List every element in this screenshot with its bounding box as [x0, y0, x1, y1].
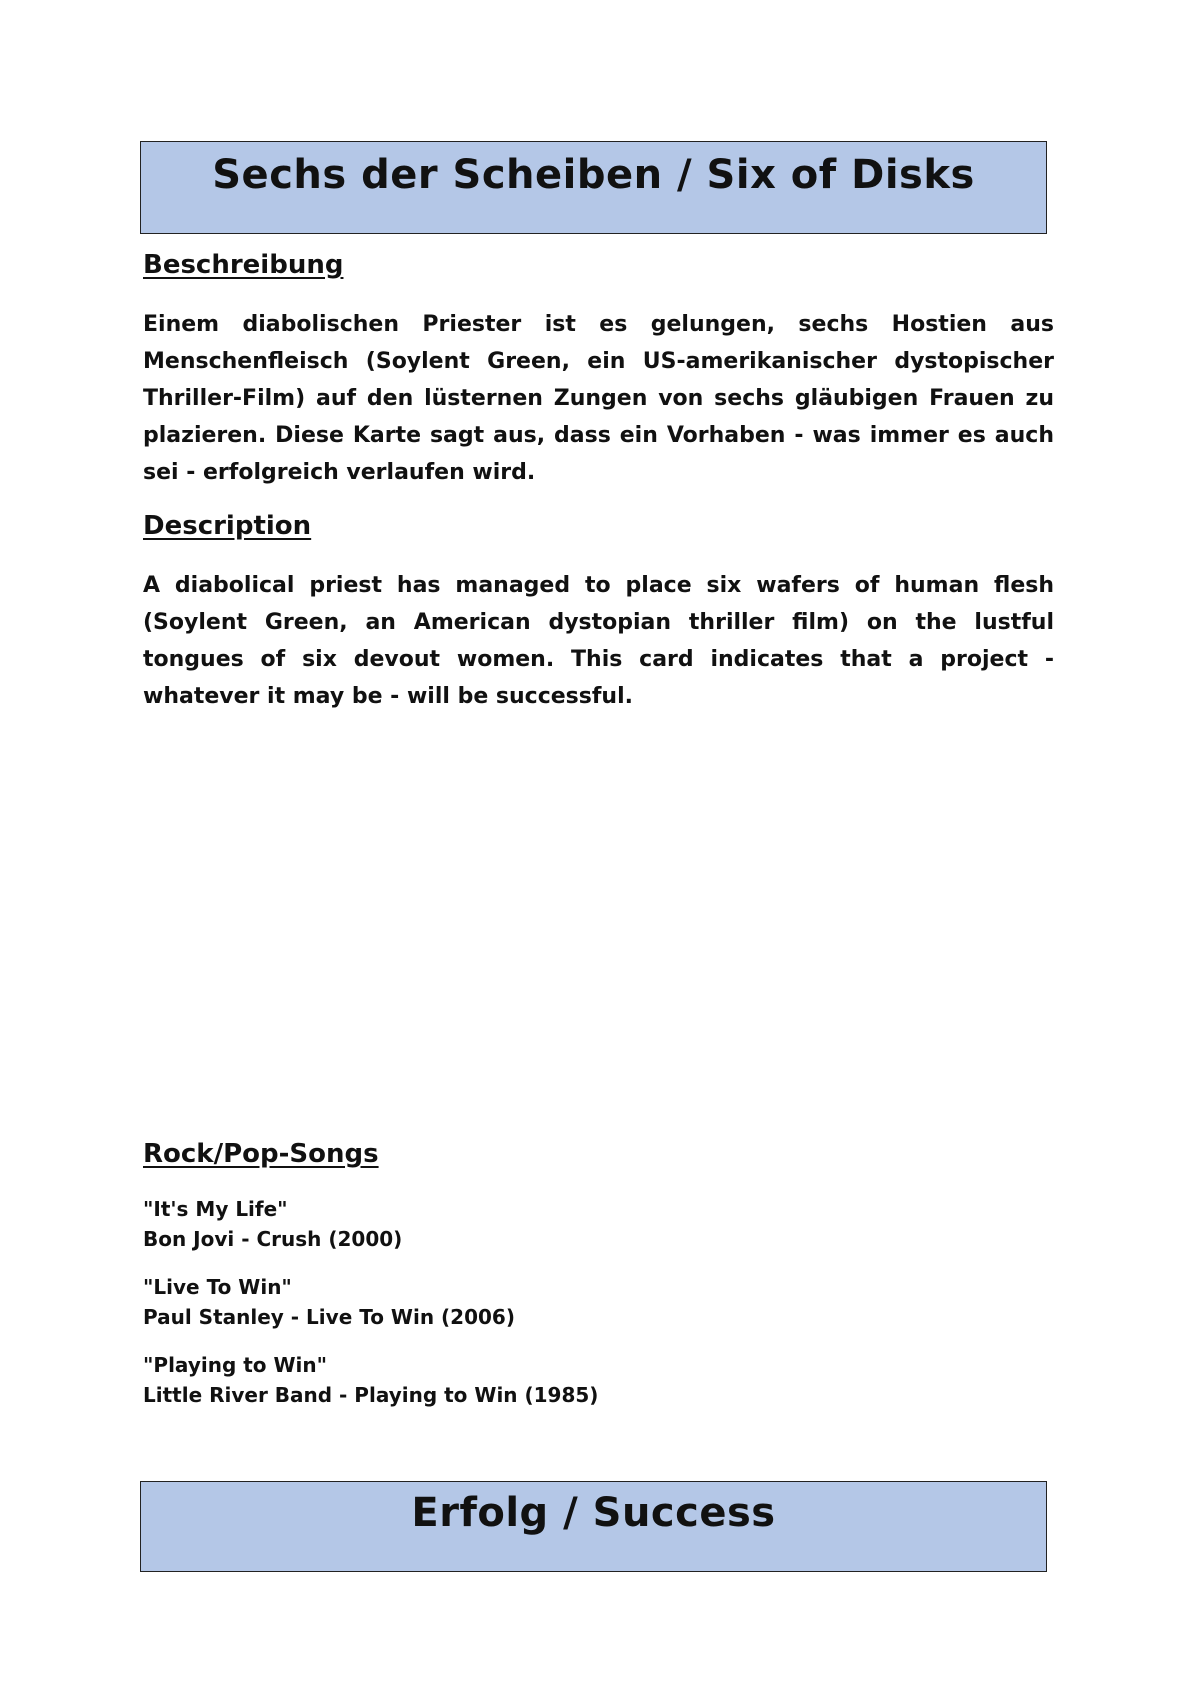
description-de-text: Einem diabolischen Priester ist es gelungen, sechs Hostien aus Menschenfleisch (Soylent Green, ein US-amerikanischer dystopischer Thriller-Film) auf den lüsternen Zungen von sechs gläubigen Frauen zu plazieren. Diese Karte sagt aus, dass ein Vorhaben - was immer es auch sei - erfolgreich verlaufen wird. — [143, 312, 1054, 485]
card-title: Sechs der Scheiben / Six of Disks — [140, 141, 1047, 234]
song-item — [143, 1272, 515, 1332]
card-footer-title: Erfolg / Success — [140, 1481, 1047, 1572]
song-title: "It's My Life" — [143, 1197, 288, 1221]
song-artist-album: Paul Stanley - Live To Win (2006) — [143, 1305, 515, 1329]
song-title: "Playing to Win" — [143, 1353, 328, 1377]
song-artist-album: Little River Band - Playing to Win (1985) — [143, 1383, 599, 1407]
song-title: "Live To Win" — [143, 1275, 292, 1299]
description-en-text: A diabolical priest has managed to place six wafers of human flesh (Soylent Green, an American dystopian thriller film) on the lustful tongues of six devout women. This card indicates that a project - whatever it may be - will be successful. — [143, 573, 1054, 709]
description-de-heading: Beschreibung — [143, 250, 344, 280]
song-item — [143, 1350, 598, 1410]
song-artist-album: Bon Jovi - Crush (2000) — [143, 1227, 403, 1251]
description-en-heading: Description — [143, 511, 312, 541]
song-item — [143, 1194, 402, 1254]
songs-heading: Rock/Pop-Songs — [143, 1139, 379, 1169]
